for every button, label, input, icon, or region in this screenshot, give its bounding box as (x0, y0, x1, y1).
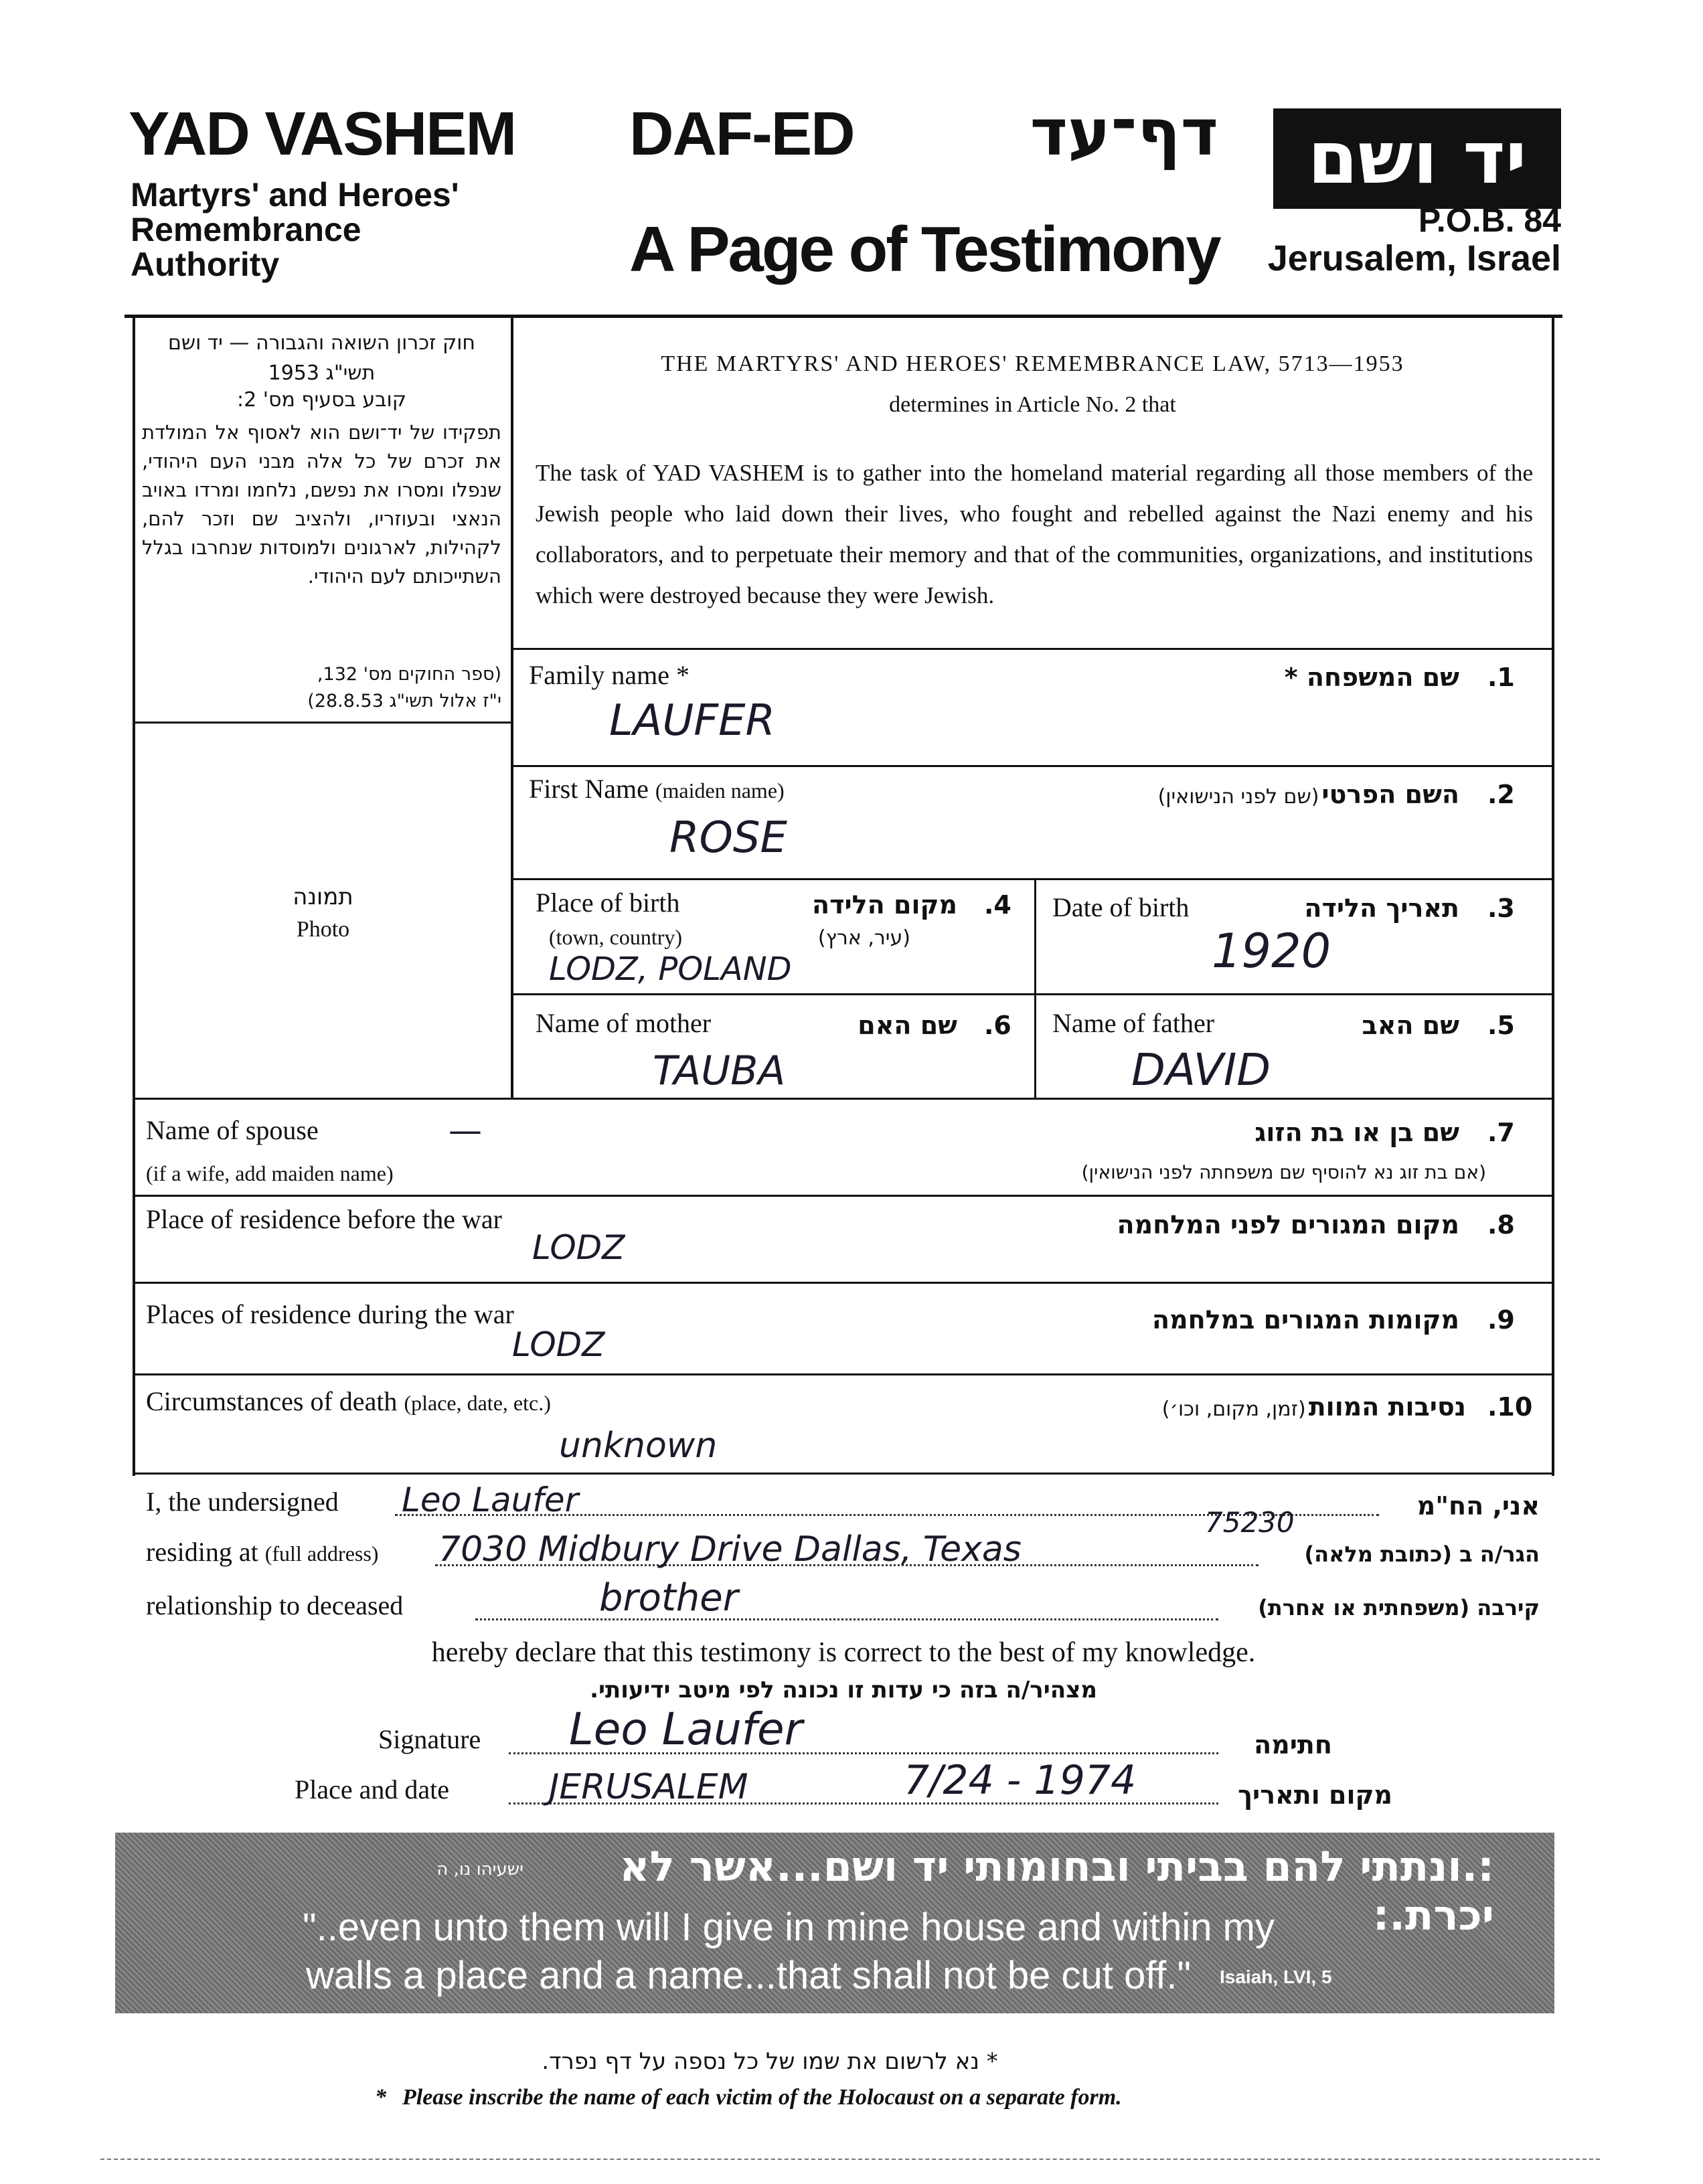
father-value[interactable]: DAVID (1131, 1044, 1271, 1096)
place-of-birth-hebrew: מקום הלידה (812, 890, 957, 920)
field-num-2: .2 (1487, 780, 1515, 809)
field-num-7: .7 (1487, 1118, 1515, 1147)
mother-hebrew: שם האם (858, 1011, 957, 1040)
family-name-label: Family name * (529, 660, 690, 690)
banner-english-line-2: walls a place and a name...that shall not be cut off." (306, 1954, 1192, 1997)
undersigned-label: I, the undersigned (146, 1487, 339, 1517)
residing-label (146, 1536, 378, 1568)
field-num-9: .9 (1487, 1305, 1515, 1335)
row5-top (513, 993, 1552, 995)
row1-top (513, 648, 1552, 650)
law-english-body: The task of YAD VASHEM is to gather into the homeland material regarding all those members of the Jewish people who laid down their lives, who fought and rebelled against the Nazi enemy and his collaborators, and to perpetuate their memory and that of the communities, organizations, and institutions which were destroyed because they were Jewish. (536, 460, 1533, 608)
law-hebrew-ref-1: (ספר החוקים מס' 132, (317, 664, 501, 685)
law-english-title: THE MARTYRS' AND HEROES' REMEMBRANCE LAW, 5713—1953 (661, 351, 1404, 376)
law-hebrew-body: תפקידו של יד־ושם הוא לאסוף אל המולדת את זכרם של כל אלה מבני העם היהודי, שנפלו ומסרו את נפשם, נלחמו ומרדו באויב הנאצי ובעוזריו, ולהציב שם וזכר להם, לקהילות, לארגונים ולמוסדות שנחרבו בגלל השתייכותם לעם היהודי. (142, 421, 501, 588)
residence-during-hebrew: מקומות המגורים במלחמה (1151, 1305, 1459, 1335)
row9-top (135, 1282, 1552, 1284)
first-name-value[interactable]: ROSE (669, 813, 787, 863)
quote-banner (115, 1833, 1554, 2013)
banner-hebrew-quote: :.ונתתי להם בביתי ובחומותי יד ושם...אשר לא יכרת.: (619, 1842, 1494, 1940)
org-subtitle-3: Authority (131, 246, 280, 283)
mother-value[interactable]: TAUBA (653, 1047, 786, 1094)
place-of-birth-value[interactable]: LODZ, POLAND (549, 950, 792, 988)
law-hebrew-title: חוק זכרון השואה והגבורה — יד ושם (167, 331, 476, 355)
daf-ed-hebrew: דף־עד (1030, 95, 1218, 170)
law-hebrew-year: תשי"ג 1953 (268, 361, 376, 385)
zip-value[interactable]: 75230 (1205, 1506, 1295, 1539)
law-hebrew-article: קובע בסעיף מס' 2: (237, 388, 406, 412)
spouse-hebrew-note: (אם בת זוג נא להוסיף שם משפחתה לפני הנישואין) (1081, 1161, 1486, 1183)
first-name-hebrew (1038, 780, 1459, 809)
residing-note: (full address) (264, 1541, 379, 1566)
family-name-value[interactable]: LAUFER (609, 696, 775, 746)
field-num-3: .3 (1487, 894, 1515, 923)
death-note: (place, date, etc.) (404, 1391, 551, 1415)
row2-top (513, 765, 1552, 767)
row7-top (135, 1098, 1552, 1100)
relationship-label: relationship to deceased (146, 1590, 404, 1620)
photo-hebrew: תמונה (293, 884, 353, 910)
row-decl-top (135, 1473, 1552, 1475)
spouse-hebrew: שם בן או בת הזוג (1254, 1118, 1459, 1147)
law-box-bottom (135, 722, 511, 724)
place-value[interactable]: JERUSALEM (549, 1767, 748, 1807)
mother-label: Name of mother (536, 1008, 712, 1038)
row3-top (513, 878, 1552, 880)
field-num-8: .8 (1487, 1210, 1515, 1240)
first-name-hebrew-text: השם הפרטי (1321, 780, 1459, 809)
org-name: YAD VASHEM (129, 100, 516, 168)
death-label (146, 1385, 551, 1417)
death-hebrew-note: (זמן, מקום, וכו׳) (1161, 1398, 1306, 1421)
footer-perforation (100, 2159, 1600, 2160)
field-num-6: .6 (984, 1011, 1011, 1040)
first-name-label (529, 773, 785, 805)
field-num-1: .1 (1487, 663, 1515, 692)
declare-hebrew: מצהיר/ה בזה כי עדות זו נכונה לפי מיטב ידיעותי. (590, 1677, 1097, 1703)
place-date-label: Place and date (295, 1774, 449, 1804)
row10-top (135, 1373, 1552, 1375)
frame-top (125, 315, 1562, 318)
law-english-subtitle: determines in Article No. 2 that (889, 392, 1176, 417)
footer-english-text: Please inscribe the name of each victim of the Holocaust on a separate form. (402, 2085, 1122, 2110)
date-value[interactable]: 7/24 - 1974 (904, 1757, 1137, 1804)
first-name-note: (maiden name) (655, 778, 785, 803)
place-of-birth-label: Place of birth (536, 888, 680, 918)
undersigned-hebrew: אני, הח"מ (1416, 1491, 1540, 1521)
footer-hebrew-note: * נא לרשום את שמו של כל נספה על דף נפרד. (542, 2048, 998, 2075)
residing-label-text: residing at (146, 1537, 258, 1567)
residing-hebrew: הגר/ה ב (כתובת מלאה) (1304, 1541, 1540, 1567)
banner-hebrew-ref: ישעיהו נו, ה (436, 1859, 523, 1879)
first-name-label-text: First Name (529, 774, 649, 804)
father-label: Name of father (1052, 1008, 1215, 1038)
place-of-birth-note: (town, country) (549, 925, 683, 949)
pob: P.O.B. 84 (1418, 201, 1561, 239)
spouse-label: Name of spouse (146, 1115, 319, 1145)
date-of-birth-value[interactable]: 1920 (1212, 924, 1331, 979)
father-hebrew: שם האב (1362, 1011, 1459, 1040)
relationship-line (475, 1618, 1218, 1620)
place-date-hebrew: מקום ותאריך (1238, 1780, 1392, 1810)
signature-label: Signature (378, 1724, 481, 1754)
undersigned-value[interactable]: Leo Laufer (402, 1481, 579, 1519)
city: Jerusalem, Israel (1267, 238, 1561, 278)
residence-before-hebrew: מקום המגורים לפני המלחמה (1117, 1210, 1459, 1240)
death-hebrew (971, 1392, 1466, 1422)
page-title: A Page of Testimony (629, 214, 1220, 285)
place-of-birth-hebrew-note: (עיר, ארץ) (817, 926, 910, 950)
field-num-10: .10 (1487, 1392, 1533, 1422)
spouse-value[interactable]: — (449, 1111, 482, 1150)
frame-right (1552, 318, 1554, 1476)
daf-ed-title: DAF-ED (629, 100, 854, 168)
frame-divider (511, 318, 513, 1098)
yad-vashem-logo: יד ושם (1273, 108, 1561, 209)
residence-before-value[interactable]: LODZ (532, 1228, 625, 1267)
relationship-value[interactable]: brother (599, 1576, 738, 1620)
death-label-text: Circumstances of death (146, 1386, 398, 1416)
declare-english: hereby declare that this testimony is correct to the best of my knowledge. (431, 1637, 1256, 1668)
banner-english-line-1: "..even unto them will I give in mine house and within my (303, 1906, 1275, 1949)
residence-during-value[interactable]: LODZ (512, 1325, 605, 1364)
footer-english-note (375, 2085, 1379, 2110)
residence-before-label: Place of residence before the war (146, 1204, 502, 1234)
signature-value[interactable]: Leo Laufer (569, 1703, 803, 1755)
banner-english-ref: Isaiah, LVI, 5 (1220, 1966, 1332, 1987)
spouse-note: (if a wife, add maiden name) (146, 1161, 394, 1185)
residing-value[interactable]: 7030 Midbury Drive Dallas, Texas (438, 1529, 1022, 1570)
residence-during-label: Places of residence during the war (146, 1299, 514, 1329)
first-name-hebrew-note: (שם לפני הנישואין) (1157, 785, 1319, 809)
death-value[interactable]: unknown (559, 1426, 718, 1466)
row8-top (135, 1195, 1552, 1197)
death-hebrew-text: נסיבות המוות (1308, 1392, 1466, 1422)
family-name-hebrew: שם המשפחה * (1284, 663, 1459, 692)
field-num-5: .5 (1487, 1011, 1515, 1040)
footer-star: * (375, 2085, 386, 2110)
date-of-birth-hebrew: תאריך הלידה (1304, 894, 1459, 923)
org-subtitle-2: Remembrance (131, 211, 361, 248)
row3-divider (1034, 878, 1036, 1098)
photo-label: Photo (296, 917, 350, 942)
signature-hebrew: חתימה (1254, 1730, 1332, 1760)
date-of-birth-label: Date of birth (1052, 892, 1190, 922)
field-num-4: .4 (984, 890, 1011, 920)
law-hebrew-ref-2: י"ז אלול תשי"ג 28.8.53) (307, 691, 501, 711)
relationship-hebrew: קירבה (משפחתית או אחרת) (1258, 1595, 1540, 1620)
org-subtitle-1: Martyrs' and Heroes' (131, 176, 459, 214)
